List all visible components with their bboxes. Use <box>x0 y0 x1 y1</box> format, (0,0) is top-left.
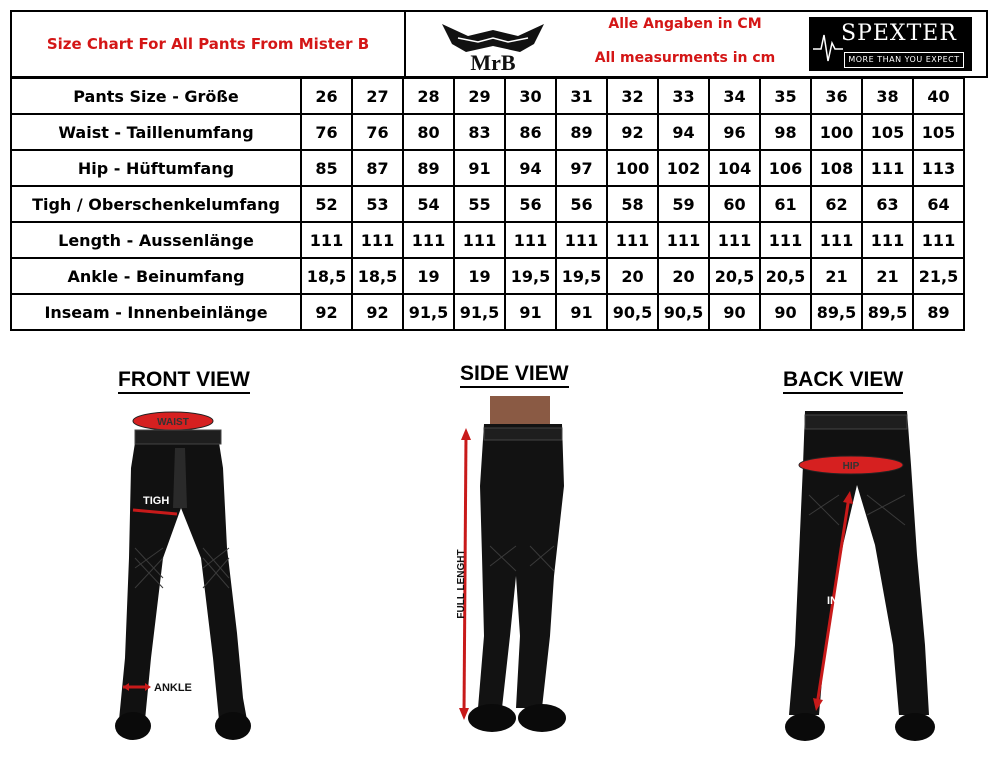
table-cell: 104 <box>709 150 760 186</box>
heartbeat-icon <box>813 25 843 65</box>
table-cell: 21 <box>811 258 862 294</box>
table-cell: 80 <box>403 114 454 150</box>
table-cell: 34 <box>709 78 760 114</box>
spexter-logo <box>809 17 972 71</box>
table-cell: 27 <box>352 78 403 114</box>
table-cell: 92 <box>301 294 352 330</box>
table-cell: 53 <box>352 186 403 222</box>
table-cell: 32 <box>607 78 658 114</box>
table-cell: 106 <box>760 150 811 186</box>
table-cell: 20 <box>658 258 709 294</box>
table-cell: 52 <box>301 186 352 222</box>
table-cell: 111 <box>658 222 709 258</box>
table-row <box>11 186 964 222</box>
table-cell: 63 <box>862 186 913 222</box>
table-cell: 111 <box>505 222 556 258</box>
table-cell: 89 <box>913 294 964 330</box>
table-cell: 19 <box>454 258 505 294</box>
table-cell: 108 <box>811 150 862 186</box>
table-cell: 91 <box>505 294 556 330</box>
table-cell: 19,5 <box>505 258 556 294</box>
table-cell: 20,5 <box>760 258 811 294</box>
unit-note-en: All measurments in cm <box>594 50 776 66</box>
table-cell: 89,5 <box>862 294 913 330</box>
table-cell: 55 <box>454 186 505 222</box>
table-cell: 26 <box>301 78 352 114</box>
table-row <box>11 222 964 258</box>
table-cell: 91 <box>454 150 505 186</box>
table-row <box>11 114 964 150</box>
front-view-pants <box>105 408 280 748</box>
size-table <box>10 77 965 331</box>
table-cell: 92 <box>352 294 403 330</box>
table-cell: 91,5 <box>403 294 454 330</box>
table-cell: 111 <box>403 222 454 258</box>
table-cell: 100 <box>607 150 658 186</box>
table-cell: 33 <box>658 78 709 114</box>
table-cell: 94 <box>505 150 556 186</box>
table-cell: 90 <box>760 294 811 330</box>
table-cell: 98 <box>760 114 811 150</box>
ankle-label: ANKLE <box>154 682 192 694</box>
table-cell: 111 <box>811 222 862 258</box>
table-cell: 40 <box>913 78 964 114</box>
back-view-pants <box>775 405 950 750</box>
table-cell: 31 <box>556 78 607 114</box>
table-cell: 58 <box>607 186 658 222</box>
table-cell: 30 <box>505 78 556 114</box>
table-cell: 89,5 <box>811 294 862 330</box>
table-cell: 83 <box>454 114 505 150</box>
front-view-title: FRONT VIEW <box>118 368 250 394</box>
table-cell: 59 <box>658 186 709 222</box>
header-band <box>10 10 988 78</box>
inseam-label: INSEAM <box>827 595 870 607</box>
table-cell: 96 <box>709 114 760 150</box>
mrb-logo <box>438 16 548 74</box>
side-view-pants <box>450 396 610 751</box>
table-row <box>11 258 964 294</box>
table-row <box>11 294 964 330</box>
table-cell: 91,5 <box>454 294 505 330</box>
table-cell: 76 <box>301 114 352 150</box>
table-cell: 20,5 <box>709 258 760 294</box>
spexter-tagline: MORE THAN YOU EXPECT <box>844 52 964 68</box>
waist-label: WAIST <box>157 417 189 428</box>
table-cell: 94 <box>658 114 709 150</box>
table-cell: 76 <box>352 114 403 150</box>
table-cell: 89 <box>403 150 454 186</box>
row-label: Inseam - Innenbeinlänge <box>11 294 301 330</box>
table-cell: 100 <box>811 114 862 150</box>
table-cell: 60 <box>709 186 760 222</box>
table-cell: 111 <box>760 222 811 258</box>
table-cell: 54 <box>403 186 454 222</box>
tigh-label: TIGH <box>143 495 170 507</box>
table-cell: 111 <box>301 222 352 258</box>
table-cell: 19,5 <box>556 258 607 294</box>
mrb-logo-text: MrB <box>470 50 516 74</box>
chart-title: Size Chart For All Pants From Mister B <box>12 12 406 76</box>
row-label: Waist - Taillenumfang <box>11 114 301 150</box>
table-cell: 19 <box>403 258 454 294</box>
table-cell: 64 <box>913 186 964 222</box>
table-cell: 61 <box>760 186 811 222</box>
table-cell: 105 <box>862 114 913 150</box>
table-cell: 56 <box>556 186 607 222</box>
table-cell: 97 <box>556 150 607 186</box>
table-cell: 105 <box>913 114 964 150</box>
table-cell: 111 <box>709 222 760 258</box>
row-label: Pants Size - Größe <box>11 78 301 114</box>
row-label: Ankle - Beinumfang <box>11 258 301 294</box>
table-cell: 90 <box>709 294 760 330</box>
table-cell: 18,5 <box>301 258 352 294</box>
side-view-title: SIDE VIEW <box>460 362 569 388</box>
table-cell: 111 <box>352 222 403 258</box>
table-cell: 113 <box>913 150 964 186</box>
back-view-title: BACK VIEW <box>783 368 903 394</box>
table-cell: 111 <box>913 222 964 258</box>
table-cell: 111 <box>862 150 913 186</box>
table-cell: 28 <box>403 78 454 114</box>
table-cell: 102 <box>658 150 709 186</box>
unit-note-de: Alle Angaben in CM <box>608 16 762 32</box>
table-cell: 21 <box>862 258 913 294</box>
table-cell: 85 <box>301 150 352 186</box>
table-cell: 20 <box>607 258 658 294</box>
spexter-name: SPEXTER <box>841 21 957 46</box>
table-cell: 111 <box>556 222 607 258</box>
table-cell: 29 <box>454 78 505 114</box>
row-label: Hip - Hüftumfang <box>11 150 301 186</box>
table-cell: 86 <box>505 114 556 150</box>
table-cell: 111 <box>607 222 658 258</box>
table-cell: 18,5 <box>352 258 403 294</box>
table-cell: 89 <box>556 114 607 150</box>
row-label: Length - Aussenlänge <box>11 222 301 258</box>
table-cell: 36 <box>811 78 862 114</box>
table-cell: 87 <box>352 150 403 186</box>
full-length-label: FULL LENGHT <box>456 549 467 619</box>
row-label: Tigh / Oberschenkelumfang <box>11 186 301 222</box>
table-cell: 90,5 <box>658 294 709 330</box>
table-cell: 92 <box>607 114 658 150</box>
table-cell: 62 <box>811 186 862 222</box>
table-cell: 91 <box>556 294 607 330</box>
table-cell: 111 <box>454 222 505 258</box>
table-cell: 21,5 <box>913 258 964 294</box>
table-cell: 56 <box>505 186 556 222</box>
table-cell: 38 <box>862 78 913 114</box>
table-cell: 111 <box>862 222 913 258</box>
hip-label: HIP <box>842 461 860 472</box>
table-row <box>11 150 964 186</box>
table-cell: 90,5 <box>607 294 658 330</box>
table-cell: 35 <box>760 78 811 114</box>
table-row <box>11 78 964 114</box>
